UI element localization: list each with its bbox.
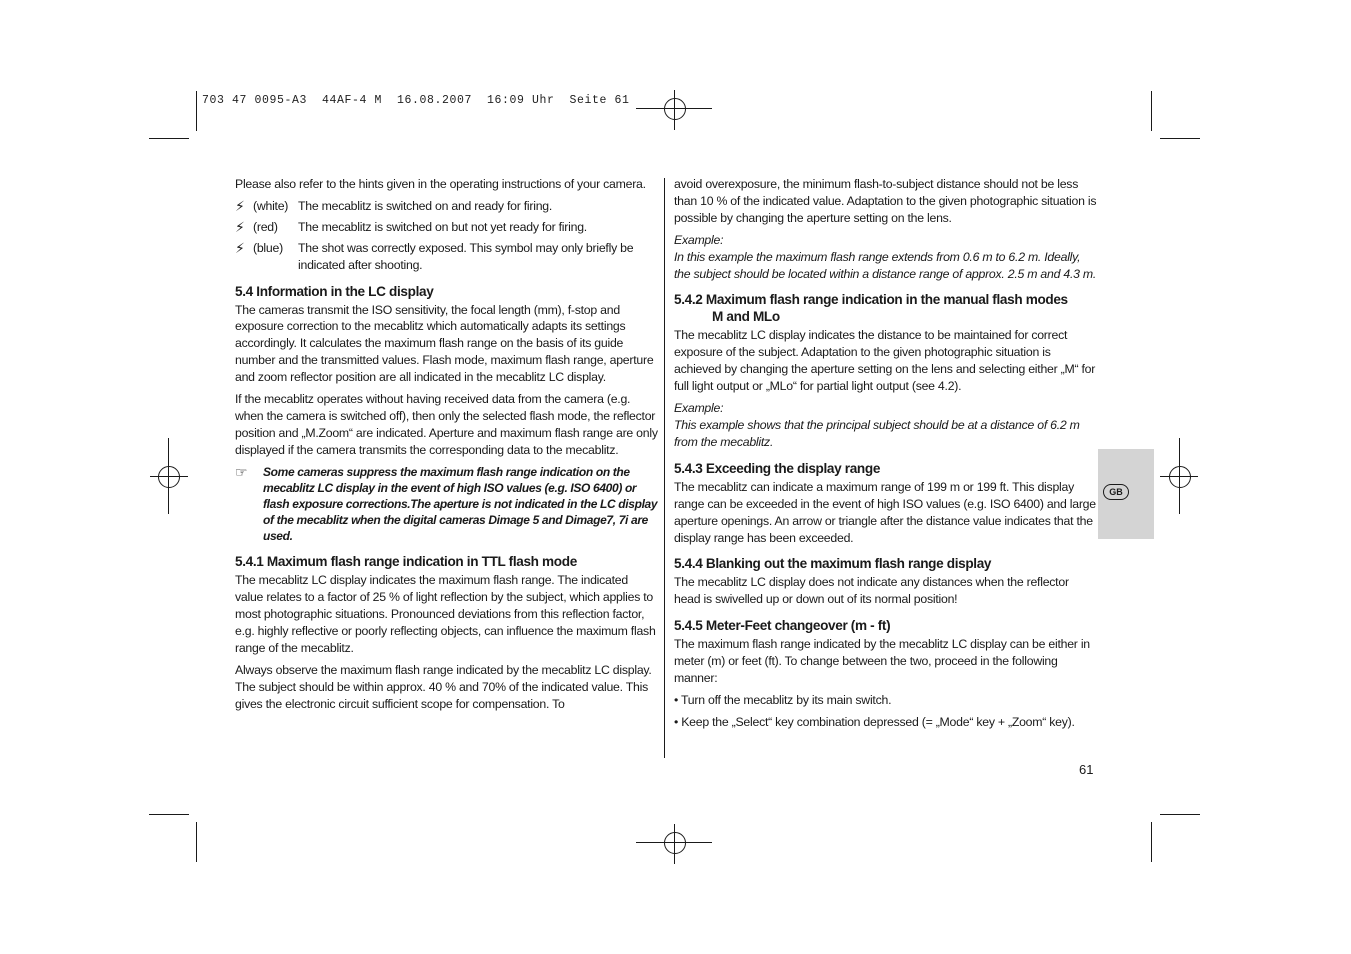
language-tab: [1098, 449, 1154, 539]
legend-row-red: [235, 219, 659, 236]
crop-mark: [196, 822, 197, 862]
crop-mark: [1160, 814, 1200, 815]
heading-5-4-1: 5.4.1 Maximum flash range indication in TTL flash mode: [235, 554, 577, 570]
heading-5-4-4: 5.4.4 Blanking out the maximum flash range display: [674, 556, 992, 572]
pointing-hand-icon: ☞: [235, 463, 248, 480]
language-badge: GB: [1103, 484, 1129, 500]
paragraph: If the mecablitz operates without having received data from the camera (e.g. when the camera is switched off), then only the selected flash mode, the reflector position and „M.Zoom“ are indicated. Aperture and maximum flash range are only displayed if the camera transmits the corresponding data to the mecablitz.: [235, 392, 658, 457]
print-info-line: 703 47 0095-A3 44AF-4 M 16.08.2007 16:09 Uhr Seite 61: [202, 94, 630, 107]
bullet-item: • Turn off the mecablitz by its main switch.: [674, 692, 892, 707]
paragraph: avoid overexposure, the minimum flash-to-subject distance should not be less than 10 % of the indicated value. Adaptation to the given photographic situation is possible by changing the aperture setting on the lens.: [674, 177, 1097, 225]
heading-5-4-5: 5.4.5 Meter-Feet changeover (m - ft): [674, 618, 891, 634]
bullet-item: • Keep the „Select“ key combination depressed (= „Mode“ key + „Zoom“ key).: [674, 714, 1075, 729]
legend-key: (white): [253, 198, 289, 213]
example-text: This example shows that the principal subject should be at a distance of 6.2 m from the mecablitz.: [674, 417, 1080, 449]
heading-5-4-2: 5.4.2 Maximum flash range indication in the manual flash modes: [674, 292, 1068, 308]
crop-mark: [149, 138, 189, 139]
legend-row-blue: [235, 240, 659, 274]
crop-mark: [149, 814, 189, 815]
crop-mark: [196, 91, 197, 131]
right-column: [674, 176, 1098, 736]
page-number: 61: [1079, 762, 1094, 777]
paragraph: The mecablitz LC display does not indicate any distances when the reflector head is swivelled up or down out of its normal position!: [674, 575, 1069, 607]
legend-text: The shot was correctly exposed. This symbol may only briefly be indicated after shooting.: [298, 240, 634, 272]
paragraph: The mecablitz LC display indicates the distance to be maintained for correct exposure of the subject. Adaptation to the given photographic situation is achieved by changing the aperture setting on the lens and selecting either „M“ for full light output or „MLo“ for partial light output (see 4.2).: [674, 328, 1096, 394]
example-text: In this example the maximum flash range extends from 0.6 m to 6.2 m. Ideally, the subject should be located within a distance range of approx. 2.5 m and 4.3 m.: [674, 249, 1097, 281]
legend-key: (red): [253, 219, 278, 234]
legend-text: The mecablitz is switched on but not yet ready for firing.: [298, 219, 587, 234]
heading-5-4: 5.4 Information in the LC display: [235, 283, 434, 299]
paragraph: The mecablitz can indicate a maximum range of 199 m or 199 ft. This display range can be exceeded in the event of high ISO values (e.g. ISO 6400) and large aperture openings. An arrow or triangle after the distance value indicates that the display range has been exceeded.: [674, 479, 1096, 545]
legend-key: (blue): [253, 240, 283, 255]
paragraph: The maximum flash range indicated by the mecablitz LC display can be either in meter (m) or feet (ft). To change between the two, proceed in the following manner:: [674, 637, 1090, 686]
crop-mark: [1160, 138, 1200, 139]
paragraph: Always observe the maximum flash range indicated by the mecablitz LC display. The subject should be within approx. 40 % and 70% of the indicated value. This gives the electronic circuit sufficient scope for compensation. To: [235, 662, 652, 711]
crop-mark: [1151, 91, 1152, 131]
crop-mark: [1151, 822, 1152, 862]
note-text: Some cameras suppress the maximum flash range indication on the mecablitz LC display in the event of high ISO values (e.g. ISO 6400) or flash exposure corrections.The aperture is not indicated in the LC display of the mecablitz when the digital cameras Dimage 5 and Dimage7, 7i are used.: [263, 464, 658, 544]
flash-icon: ⚡: [235, 239, 245, 256]
example-label: Example:: [674, 401, 724, 416]
flash-icon: ⚡: [235, 218, 245, 235]
heading-5-4-3: 5.4.3 Exceeding the display range: [674, 460, 881, 476]
flash-icon: ⚡: [235, 197, 245, 214]
legend-text: The mecablitz is switched on and ready for firing.: [298, 198, 553, 213]
example-label: Example:: [674, 232, 724, 247]
left-column: [235, 176, 659, 717]
intro-paragraph: Please also refer to the hints given in the operating instructions of your camera.: [235, 177, 646, 191]
paragraph: The cameras transmit the ISO sensitivity, the focal length (mm), f-stop and exposure correction to the mecablitz which automatically adapts its settings accordingly. It calculates the maximum flash range on the basis of its guide number and the transmitted values. Flash mode, maximum flash range, aperture and zoom reflector position are all indicated in the mecablitz LC display.: [235, 302, 654, 385]
column-divider: [664, 178, 665, 758]
heading-5-4-2-cont: M and MLo: [712, 309, 780, 325]
legend-row-white: [235, 198, 659, 215]
note-block: [235, 464, 659, 544]
paragraph: The mecablitz LC display indicates the maximum flash range. The indicated value relates to a factor of 25 % of light reflection by the subject, which applies to most photographic situations. Pronounced deviations from this reflection factor, e.g. highly reflective or poorly reflecting objects, can influence the maximum flash range of the mecablitz.: [235, 573, 656, 655]
